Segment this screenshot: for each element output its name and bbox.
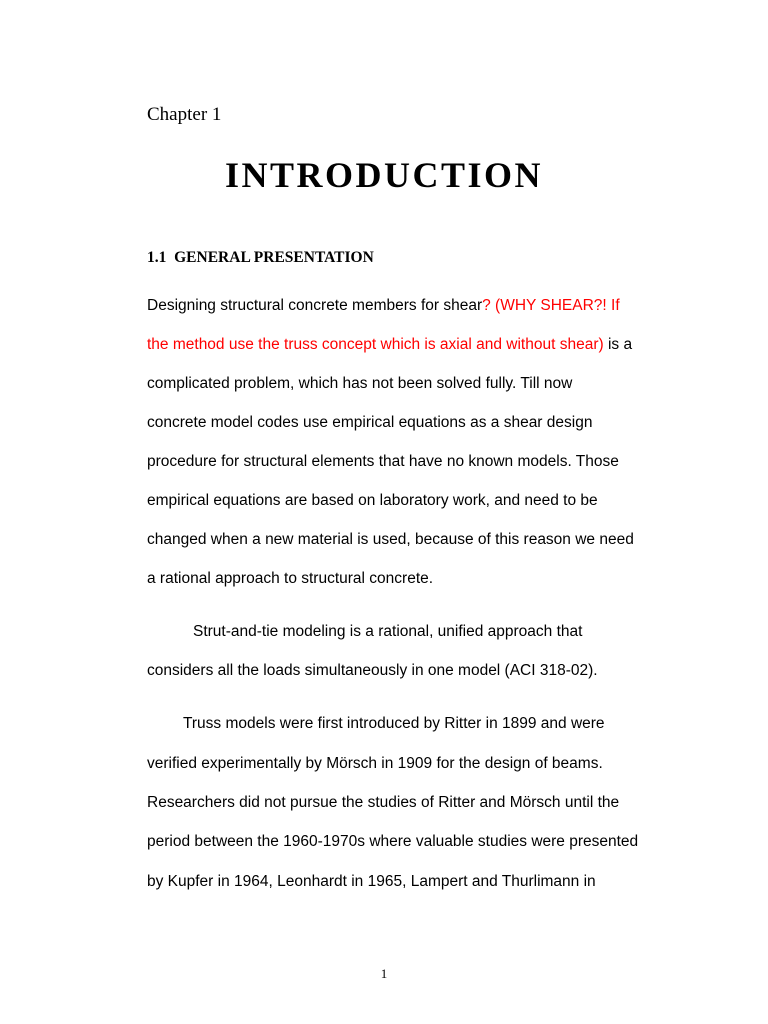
paragraph-1-line-1: [147, 296, 620, 316]
red-annotation-text: the method use the truss concept which is axial and without shear): [147, 336, 604, 353]
paragraph-3-line-1: Truss models were first introduced by Ritter in 1899 and were: [183, 715, 605, 732]
paragraph-1-line-3: complicated problem, which has not been solved fully. Till now: [147, 375, 573, 392]
page-number: 1: [380, 966, 388, 981]
body-text: Designing structural concrete members for shear: [147, 297, 483, 314]
paragraph-1-line-6: empirical equations are based on laboratory work, and need to be: [147, 492, 598, 509]
paragraph-1-line-4: concrete model codes use empirical equations as a shear design: [147, 414, 593, 431]
paragraph-1-line-5: procedure for structural elements that have no known models. Those: [147, 453, 619, 470]
body-text: is a: [603, 336, 633, 353]
section-heading: 1.1 GENERAL PRESENTATION: [147, 249, 374, 266]
paragraph-1-line-7: changed when a new material is used, because of this reason we need: [147, 531, 634, 548]
paragraph-1-line-8: a rational approach to structural concrete.: [147, 570, 434, 587]
paragraph-3-line-2: verified experimentally by Mörsch in 1909 for the design of beams.: [147, 755, 603, 772]
paragraph-3-line-4: period between the 1960-1970s where valuable studies were presented: [147, 833, 639, 850]
paragraph-2-line-1: Strut-and-tie modeling is a rational, unified approach that: [193, 623, 583, 640]
paragraph-3-line-5: by Kupfer in 1964, Leonhardt in 1965, Lampert and Thurlimann in: [147, 873, 596, 890]
chapter-label: Chapter 1: [147, 104, 222, 125]
chapter-title: INTRODUCTION: [224, 155, 544, 195]
paragraph-3-line-3: Researchers did not pursue the studies of Ritter and Mörsch until the: [147, 794, 620, 811]
paragraph-2-line-2: considers all the loads simultaneously in one model (ACI 318-02).: [147, 662, 598, 679]
red-annotation-text: ? (WHY SHEAR?! If: [482, 297, 620, 314]
paragraph-1-line-2: [147, 335, 632, 355]
